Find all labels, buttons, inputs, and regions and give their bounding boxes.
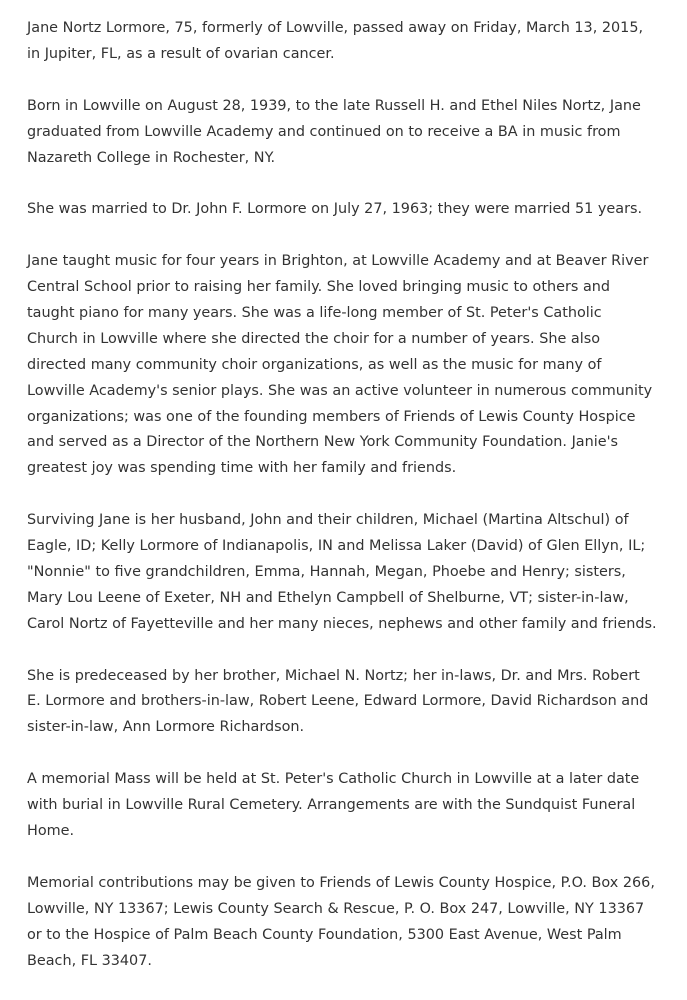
paragraph-death-notice: Jane Nortz Lormore, 75, formerly of Lowville, passed away on Friday, March 13, 2015, in Jupiter, FL, as a result of ovarian cancer.: [27, 20, 644, 62]
paragraph-career: Jane taught music for four years in Brighton, at Lowville Academy and at Beaver River Central School prior to raising her family. She loved bringing music to others and taught piano for many years. She was a life-long member of St. Peter's Catholic Church in Lowville where she directed the choir for a number of years. She also directed many community choir organizations, as well as the music for many of Lowville Academy's senior plays. She was an active volunteer in numerous community organizations; was one of the founding members of Friends of Lewis County Hospice and served as a Director of the Northern New York Community Foundation. Janie's greatest joy was spending time with her family and friends.: [27, 253, 653, 477]
paragraph-memorial-mass: A memorial Mass will be held at St. Peter's Catholic Church in Lowville at a later date with burial in Lowville Rural Cemetery. Arrangements are with the Sundquist Funeral Home.: [27, 771, 640, 839]
paragraph-contributions: Memorial contributions may be given to Friends of Lewis County Hospice, P.O. Box 266, Lowville, NY 13367; Lewis County Search & Rescue, P. O. Box 247, Lowville, NY 13367 or to the Hospice of Palm Beach County Foundation, 5300 East Avenue, West Palm Beach, FL 33407.: [27, 874, 655, 969]
paragraph-predeceased: She is predeceased by her brother, Michael N. Nortz; her in-laws, Dr. and Mrs. Robert E. Lormore and brothers-in-law, Robert Leene, Edward Lormore, David Richardson and sister-in-law, Ann Lormore Richardson.: [27, 667, 649, 736]
paragraph-survivors: Surviving Jane is her husband, John and their children, Michael (Martina Altschul) of Eagle, ID; Kelly Lormore of Indianapolis, IN and Melissa Laker (David) of Glen Ellyn, IL; "Nonnie" to five grandchildren, Emma, Hannah, Megan, Phoebe and Henry; sisters, Mary Lou Leene of Exeter, NH and Ethelyn Campbell of Shelburne, VT; sister-in-law, Carol Nortz of Fayetteville and her many nieces, nephews and other family and friends.: [27, 512, 657, 632]
paragraph-marriage: She was married to Dr. John F. Lormore on July 27, 1963; they were married 51 years.: [27, 201, 643, 218]
paragraph-birth-education: Born in Lowville on August 28, 1939, to the late Russell H. and Ethel Niles Nortz, Jane graduated from Lowville Academy and continued on to receive a BA in music from Nazareth College in Rochester, NY.: [27, 97, 641, 166]
